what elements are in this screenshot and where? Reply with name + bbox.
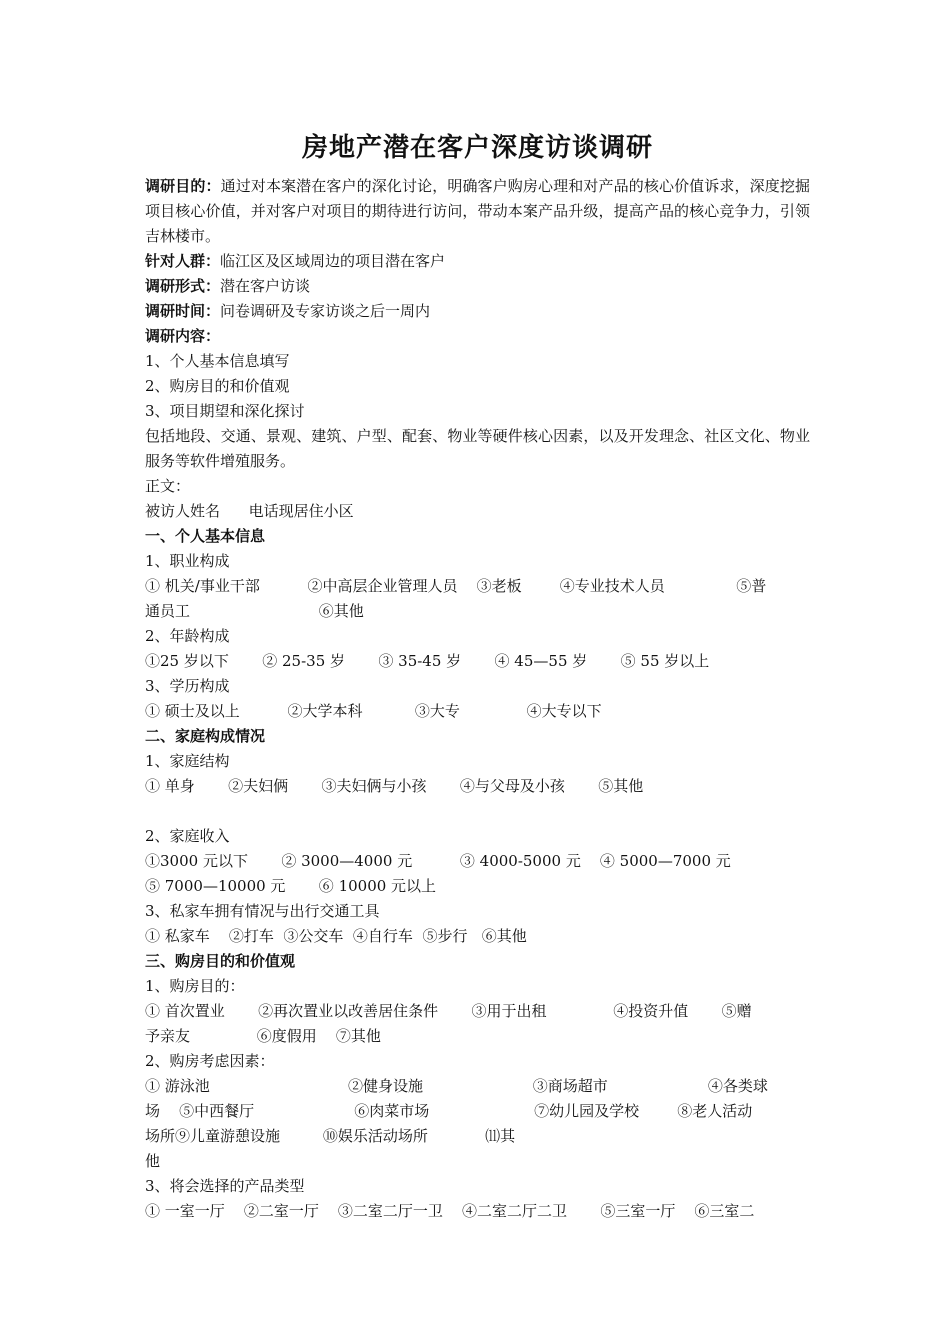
- form-text: 潜在客户访谈: [220, 277, 311, 295]
- time-line: [145, 299, 810, 324]
- target-label: 针对人群：: [145, 252, 221, 270]
- purpose-paragraph: [145, 174, 810, 249]
- content-item: 2、购房目的和价值观: [145, 377, 290, 395]
- body-label: 正文：: [145, 477, 191, 495]
- question-factors: 2、购房考虑因素：: [145, 1052, 275, 1070]
- form-label: 调研形式：: [145, 277, 221, 295]
- options-occupation-line2: 通员工 ⑥其他: [145, 602, 364, 620]
- question-education: 3、学历构成: [145, 677, 230, 695]
- options-occupation-line1: ① 机关/事业干部 ②中高层企业管理人员 ③老板 ④专业技术人员 ⑤普: [145, 577, 767, 595]
- options-age: ①25 岁以下 ② 25-35 岁 ③ 35-45 岁 ④ 45—55 岁 ⑤ 55 岁以上: [145, 652, 710, 670]
- options-factors-line2: 场 ⑤中西餐厅 ⑥肉菜市场 ⑦幼儿园及学校 ⑧老人活动: [145, 1102, 753, 1120]
- content-item: 1、个人基本信息填写: [145, 352, 290, 370]
- section-heading: 一、个人基本信息: [145, 527, 266, 545]
- options-purchase-purpose-line2: 予亲友 ⑥度假用 ⑦其他: [145, 1027, 381, 1045]
- interviewee-line: 被访人姓名 电话现居住小区: [145, 502, 354, 520]
- question-purchase-purpose: 1、购房目的：: [145, 977, 245, 995]
- content-label: 调研内容：: [145, 327, 221, 345]
- purpose-text: 通过对本案潜在客户的深化讨论，明确客户购房心理和对产品的核心价值诉求，深度挖掘项目核心价值，并对客户对项目的期待进行访问，带动本案产品升级，提高产品的核心竞争力，引领吉林楼市。: [145, 177, 810, 245]
- document-page: [145, 128, 810, 1224]
- options-factors-line4: 他: [145, 1152, 161, 1170]
- options-transport: ① 私家车 ②打车 ③公交车 ④自行车 ⑤步行 ⑥其他: [145, 927, 527, 945]
- options-family-structure: ① 单身 ②夫妇俩 ③夫妇俩与小孩 ④与父母及小孩 ⑤其他: [145, 777, 644, 795]
- blank-line: [145, 799, 810, 824]
- content-description: 包括地段、交通、景观、建筑、户型、配套、物业等硬件核心因素，以及开发理念、社区文化、物业服务等软件增殖服务。: [145, 427, 810, 470]
- options-factors-line3: 场所⑨儿童游憩设施 ⑩娱乐活动场所 ⑾其: [145, 1127, 516, 1145]
- options-income-line1: ①3000 元以下 ② 3000—4000 元 ③ 4000-5000 元 ④ 5000—7000 元: [145, 852, 731, 870]
- time-label: 调研时间：: [145, 302, 221, 320]
- question-occupation: 1、职业构成: [145, 552, 230, 570]
- question-family-structure: 1、家庭结构: [145, 752, 230, 770]
- content-label-line: [145, 324, 810, 349]
- question-income: 2、家庭收入: [145, 827, 230, 845]
- content-item: 3、项目期望和深化探讨: [145, 402, 305, 420]
- purpose-label: 调研目的：: [145, 177, 221, 195]
- form-line: [145, 274, 810, 299]
- options-factors-line1: ① 游泳池 ②健身设施 ③商场超市 ④各类球: [145, 1077, 768, 1095]
- section-heading: 二、家庭构成情况: [145, 727, 266, 745]
- section-heading: 三、购房目的和价值观: [145, 952, 296, 970]
- page-title: 房地产潜在客户深度访谈调研: [301, 133, 653, 163]
- question-age: 2、年龄构成: [145, 627, 230, 645]
- options-income-line2: ⑤ 7000—10000 元 ⑥ 10000 元以上: [145, 877, 437, 895]
- time-text: 问卷调研及专家访谈之后一周内: [220, 302, 431, 320]
- options-product-type: ① 一室一厅 ②二室一厅 ③二室二厅一卫 ④二室二厅二卫 ⑤三室一厅 ⑥三室二: [145, 1202, 755, 1220]
- question-product-type: 3、将会选择的产品类型: [145, 1177, 305, 1195]
- options-purchase-purpose-line1: ① 首次置业 ②再次置业以改善居住条件 ③用于出租 ④投资升值 ⑤赠: [145, 1002, 752, 1020]
- options-education: ① 硕士及以上 ②大学本科 ③大专 ④大专以下: [145, 702, 602, 720]
- target-line: [145, 249, 810, 274]
- question-transport: 3、私家车拥有情况与出行交通工具: [145, 902, 380, 920]
- target-text: 临江区及区域周边的项目潜在客户: [220, 252, 446, 270]
